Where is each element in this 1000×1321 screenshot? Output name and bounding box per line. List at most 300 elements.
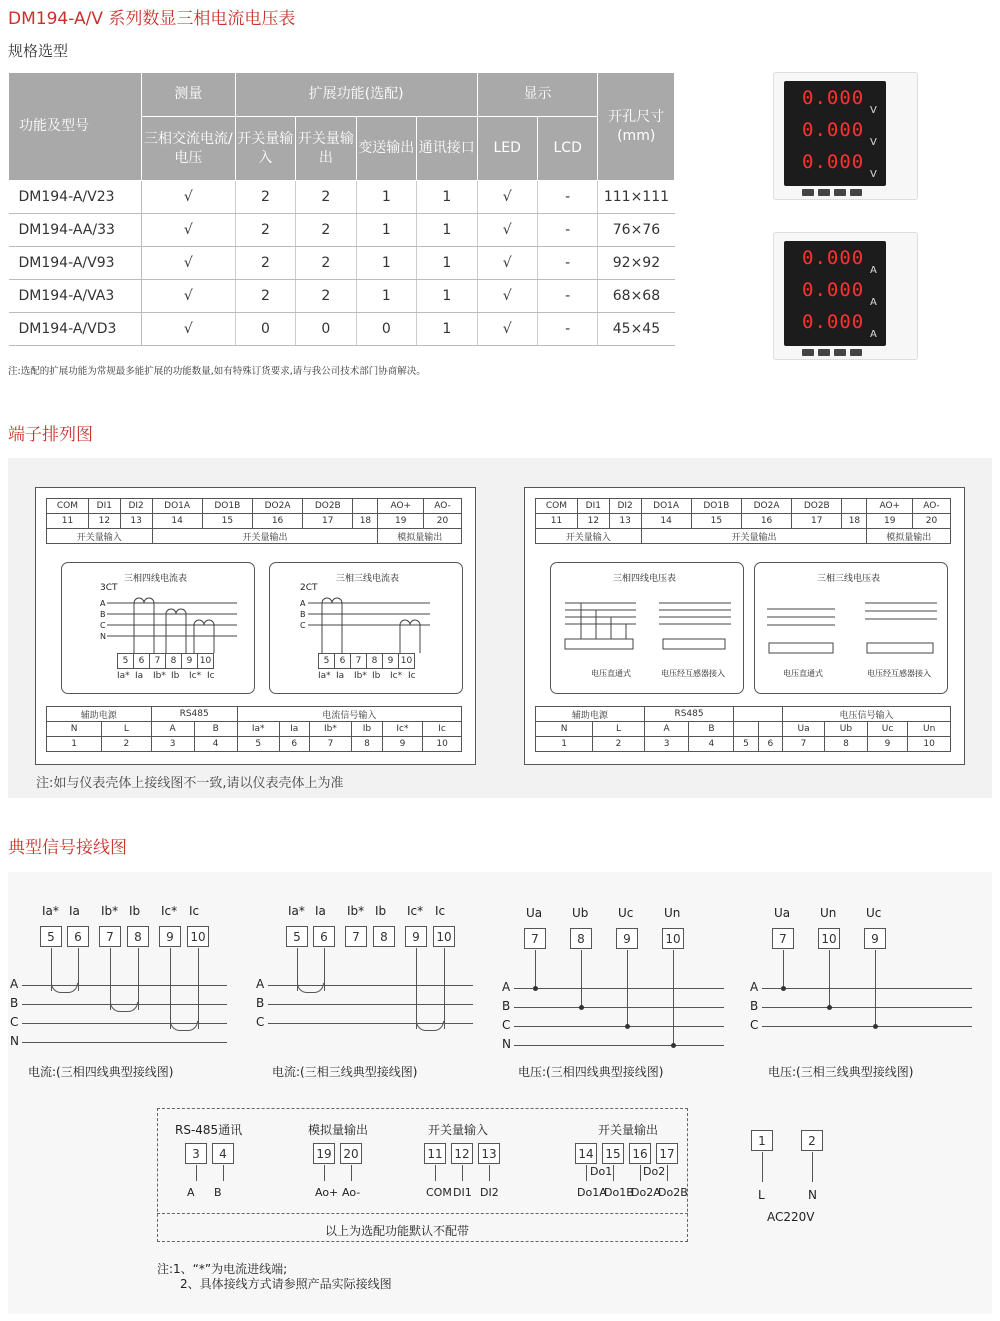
terminal-label: Ic (189, 904, 200, 918)
section-subtitle: 规格选型 (8, 42, 69, 60)
terminal: 7 (524, 928, 546, 949)
group-label: 模拟量输出 (378, 529, 462, 544)
terminal-label: Do2B (658, 1186, 688, 1199)
ct-terminals (318, 653, 415, 669)
terminal-label: Un (664, 906, 681, 920)
terminal: 9 (159, 926, 181, 947)
ct-terminal-label: Ic (207, 671, 215, 681)
bottom-terminal-table (46, 706, 462, 752)
phase-label: C (256, 1015, 265, 1029)
table-cell: √ (477, 280, 537, 313)
ct-wire (138, 948, 139, 1010)
voltage-wire (829, 950, 830, 1007)
terminal-label: Ua (526, 906, 543, 920)
terminal-cell: 18 (842, 514, 867, 529)
terminal-cell: 8 (825, 737, 868, 752)
voltage-wire (783, 950, 784, 988)
th-sub: 开关量输出 (296, 117, 356, 181)
phase-label: B (502, 999, 511, 1013)
terminal-label: Ib* (347, 904, 365, 918)
terminal-cell: 5 (734, 737, 758, 752)
terminal-label: Ib* (101, 904, 119, 918)
terminal-diagram-voltage (524, 487, 965, 765)
terminal-cell: DO2A (741, 499, 791, 514)
terminal-wire (196, 1165, 197, 1181)
terminal-label: Do2A (631, 1186, 661, 1199)
ct-terminal: 5 (118, 654, 134, 669)
meter-unit: A (870, 329, 877, 340)
table-cell: √ (477, 247, 537, 280)
th-sub: 变送输出 (356, 117, 416, 181)
diagram-3p3w-current (269, 562, 463, 694)
terminal-cell: AO+ (867, 499, 913, 514)
terminal-cell: DO2B (303, 499, 353, 514)
terminal-label: Ao+ (315, 1186, 339, 1199)
terminal-label: Ib (375, 904, 387, 918)
terminal-cell: DO2A (252, 499, 302, 514)
terminal-cell: A (151, 722, 194, 737)
terminal-wire (586, 1165, 587, 1181)
terminal: 5 (286, 926, 308, 947)
do-group-label: Do2 (643, 1165, 666, 1178)
terminal-label: Ib (129, 904, 141, 918)
meter-digits: 0.000 (802, 247, 865, 269)
terminal-label: Ia* (42, 904, 59, 918)
ct-terminal-label: Ia (135, 671, 144, 681)
meter-buttons (802, 349, 862, 356)
terminal-cell: 13 (120, 514, 152, 529)
th-display: 显示 (477, 73, 598, 117)
terminal-cell: AO+ (378, 499, 424, 514)
table-cell: DM194-A/VD3 (9, 313, 142, 346)
group-label: 开关量输出 (152, 529, 378, 544)
terminal-wire (324, 1165, 325, 1181)
terminal-label: Ic* (407, 904, 424, 918)
junction-dot (873, 1024, 878, 1029)
phase-line (514, 988, 724, 989)
diagram-3p3w-voltage (754, 562, 948, 694)
terminal-cell: Ia* (237, 722, 279, 737)
terminal: 8 (570, 928, 592, 949)
terminal-cell: 16 (252, 514, 302, 529)
group-label: RS485 (151, 707, 237, 722)
terminal-cell: 4 (689, 737, 734, 752)
terminal-cell: 4 (194, 737, 237, 752)
terminal-cell (353, 499, 378, 514)
terminal-cell: DI2 (120, 499, 152, 514)
ct-terminal: 10 (198, 654, 214, 669)
table-cell: - (537, 181, 597, 214)
terminal-cell: DO1B (691, 499, 741, 514)
terminal-cell: Uc (867, 722, 908, 737)
terminal-wire (435, 1165, 436, 1181)
terminal-label: DI2 (480, 1186, 499, 1199)
terminal-cell: 3 (151, 737, 194, 752)
table-cell: 1 (417, 181, 477, 214)
ct-terminals (117, 653, 214, 669)
phase-line (762, 1007, 972, 1008)
terminal-cell: Ib* (309, 722, 352, 737)
th-sub: 开关量输入 (235, 117, 295, 181)
group-label: 电流信号输入 (237, 707, 461, 722)
terminal-diagram-current (35, 487, 476, 765)
table-cell: 92×92 (598, 247, 675, 280)
voltage-wire (581, 950, 582, 1007)
terminal: 5 (40, 926, 62, 947)
voltage-wire (627, 950, 628, 1026)
terminal-cell: 8 (352, 737, 382, 752)
group-label: 模拟量输出 (867, 529, 951, 544)
terminal-cell: 1 (536, 737, 593, 752)
th-measure: 测量 (141, 73, 235, 117)
diagram-title: 三相四线电压表 (613, 574, 677, 584)
terminal-cell: 14 (152, 514, 202, 529)
terminal: 10 (433, 926, 455, 947)
terminal-cell: B (194, 722, 237, 737)
ct-terminal-label: Ic* (390, 671, 403, 681)
terminal-cell: DI2 (609, 499, 641, 514)
th-sub: LED (477, 117, 537, 181)
terminal: 17 (656, 1143, 678, 1164)
terminal-cell: L (102, 722, 151, 737)
table-cell: √ (477, 313, 537, 346)
terminal-cell: 17 (792, 514, 842, 529)
table-cell: 2 (296, 181, 356, 214)
terminal-section-title: 端子排列图 (8, 425, 93, 445)
ct-wire (444, 948, 445, 1029)
group-label: 开关量输入 (47, 529, 153, 544)
ct-terminal-label: Ic* (189, 671, 202, 681)
table-cell: 76×76 (598, 214, 675, 247)
table-cell: - (537, 313, 597, 346)
phase-label: C (750, 1018, 759, 1032)
terminal: 16 (629, 1143, 651, 1164)
ct-terminal: 9 (182, 654, 198, 669)
diagram-3p4w-voltage (550, 562, 744, 694)
terminal-label: Ua (774, 906, 791, 920)
meter-voltage (773, 72, 918, 200)
phase-line (762, 988, 972, 989)
terminal-cell: DI1 (577, 499, 609, 514)
phase-label: A (300, 599, 306, 608)
terminal-cell (734, 722, 758, 737)
phase-label: A (750, 980, 759, 994)
power-caption: AC220V (767, 1210, 815, 1224)
terminal-label: Ub (572, 906, 589, 920)
terminal-label: Ia* (288, 904, 305, 918)
optional-footer: 以上为选配功能默认不配带 (325, 1224, 470, 1238)
group-label: 电压信号输入 (782, 707, 950, 722)
terminal-label: Uc (866, 906, 882, 920)
terminal-cell: Ic (423, 722, 462, 737)
terminal-label: Ia (69, 904, 80, 918)
diagram-title: 三相三线电压表 (817, 574, 881, 584)
th-sub: LCD (537, 117, 597, 181)
terminal-cell: 20 (913, 514, 951, 529)
group-label: 辅助电源 (536, 707, 645, 722)
terminal-cell: Ub (825, 722, 868, 737)
terminal: 7 (772, 928, 794, 949)
diagram-caption: 电压经互感器接入 (661, 669, 725, 678)
terminal-cell: Ua (782, 722, 824, 737)
ct-wire (416, 948, 417, 1029)
terminal-note: 注:如与仪表壳体上接线图不一致,请以仪表壳体上为准 (36, 776, 344, 791)
terminal-cell: 11 (47, 514, 89, 529)
terminal-cell: 5 (237, 737, 279, 752)
spec-note: 注:选配的扩展功能为常规最多能扩展的功能数量,如有特殊订货要求,请与我公司技术部门协商解决。 (8, 366, 426, 377)
top-terminal-table (46, 498, 462, 544)
ct-wire (198, 948, 199, 1029)
ct-terminal: 8 (166, 654, 182, 669)
terminal: 9 (616, 928, 638, 949)
terminal: 8 (127, 926, 149, 947)
page-title: DM194-A/V 系列数显三相电流电压表 (8, 9, 296, 29)
ct-terminal-label: Ia* (117, 671, 130, 681)
phase-label: C (10, 1015, 19, 1029)
terminal-label: Do1A (577, 1186, 607, 1199)
terminal-cell: 17 (303, 514, 353, 529)
ct-terminal: 10 (399, 654, 415, 669)
ct-terminal: 6 (335, 654, 351, 669)
terminal-cell: L (593, 722, 644, 737)
phase-label: A (256, 977, 265, 991)
terminal-label: Ic (435, 904, 446, 918)
terminal-cell: B (689, 722, 734, 737)
terminal-cell: 16 (741, 514, 791, 529)
terminal: 20 (340, 1143, 362, 1164)
table-cell: √ (477, 181, 537, 214)
table-cell: 1 (417, 313, 477, 346)
junction-dot (781, 986, 786, 991)
rs485-title: RS-485通讯 (175, 1123, 243, 1137)
terminal-cell: 7 (782, 737, 824, 752)
junction-dot (579, 1005, 584, 1010)
phase-label: B (256, 996, 265, 1010)
group-label: 辅助电源 (47, 707, 152, 722)
voltage-wire (673, 950, 674, 1045)
spec-table (8, 72, 675, 346)
terminal: 7 (99, 926, 121, 947)
terminal-cell: 3 (644, 737, 689, 752)
terminal-wire (667, 1165, 668, 1181)
terminal-cell: N (536, 722, 593, 737)
terminal-cell: 6 (279, 737, 309, 752)
terminal-cell: 19 (867, 514, 913, 529)
table-cell: √ (141, 280, 235, 313)
terminal-wire (351, 1165, 352, 1181)
wiring-note: 注:1、“*”为电流进线端; (157, 1262, 288, 1276)
bottom-terminal-table (535, 706, 951, 752)
terminal: 10 (187, 926, 209, 947)
terminal: 11 (424, 1143, 446, 1164)
table-row (9, 214, 675, 247)
diagram-3p4w-current (61, 562, 255, 694)
terminal-cell: DO2B (792, 499, 842, 514)
junction-dot (533, 986, 538, 991)
wiring-caption: 电流:(三相四线典型接线图) (28, 1065, 174, 1079)
meter-digits: 0.000 (802, 311, 865, 333)
table-cell: 2 (235, 247, 295, 280)
terminal-cell: N (47, 722, 102, 737)
table-cell: 2 (296, 247, 356, 280)
meter-unit: A (870, 265, 877, 276)
table-cell: 2 (296, 214, 356, 247)
terminal-label: COM (426, 1186, 452, 1199)
table-cell: 0 (235, 313, 295, 346)
phase-label: B (300, 610, 306, 619)
do-group-label: Do1 (590, 1165, 613, 1178)
table-cell: 2 (296, 280, 356, 313)
terminal-cell: 9 (867, 737, 908, 752)
table-row (9, 313, 675, 346)
terminal: 15 (602, 1143, 624, 1164)
table-cell: DM194-AA/33 (9, 214, 142, 247)
phase-line (514, 1045, 724, 1046)
phase-line (762, 1026, 972, 1027)
table-cell: 68×68 (598, 280, 675, 313)
terminal-cell: AO- (424, 499, 462, 514)
phase-line (22, 1042, 227, 1043)
terminal: 13 (478, 1143, 500, 1164)
meter-unit: V (870, 105, 877, 116)
wiring-caption: 电压:(三相三线典型接线图) (768, 1065, 914, 1079)
th-sub: 三相交流电流/电压 (141, 117, 235, 181)
ct-terminal-label: Ic (408, 671, 416, 681)
terminal: 1 (751, 1130, 773, 1151)
meter-unit: A (870, 297, 877, 308)
th-sub: 通讯接口 (417, 117, 477, 181)
terminal-label: Un (820, 906, 837, 920)
terminal: 14 (575, 1143, 597, 1164)
terminal-wire (762, 1152, 763, 1182)
ct-label: 2CT (300, 583, 318, 593)
terminal-cell: 2 (102, 737, 151, 752)
phase-label: A (10, 977, 19, 991)
di-title: 开关量输入 (428, 1123, 489, 1137)
phase-label: C (300, 621, 306, 630)
terminal: 7 (345, 926, 367, 947)
phase-label: C (502, 1018, 511, 1032)
terminal-cell: DO1A (641, 499, 691, 514)
table-cell: - (537, 214, 597, 247)
group-label: RS485 (644, 707, 734, 722)
meter-unit: V (870, 137, 877, 148)
do-title: 开关量输出 (598, 1123, 659, 1137)
ct-terminal: 9 (383, 654, 399, 669)
ct-terminal-label: Ib (372, 671, 381, 681)
table-cell: 1 (356, 247, 416, 280)
terminal-cell: Ic* (382, 722, 422, 737)
terminal-cell: Ia (279, 722, 309, 737)
terminal-label: B (214, 1186, 222, 1199)
ct-terminal-label: Ib* (354, 671, 367, 681)
group-label: 开关量输入 (536, 529, 642, 544)
table-cell: √ (141, 313, 235, 346)
ct-terminal-label: Ia (336, 671, 345, 681)
phase-label: B (10, 996, 19, 1010)
terminal-cell: 19 (378, 514, 424, 529)
terminal: 4 (212, 1143, 234, 1164)
terminal-cell: 10 (423, 737, 462, 752)
table-cell: 45×45 (598, 313, 675, 346)
terminal-label: L (758, 1188, 765, 1202)
terminal-label: Ao- (342, 1186, 361, 1199)
terminal: 9 (405, 926, 427, 947)
table-cell: 2 (235, 214, 295, 247)
junction-dot (827, 1005, 832, 1010)
terminal: 3 (185, 1143, 207, 1164)
table-row (9, 280, 675, 313)
table-cell: - (537, 247, 597, 280)
terminal-wire (613, 1165, 614, 1181)
ct-label: 3CT (100, 583, 118, 593)
ct-wire (78, 948, 79, 991)
table-cell: 1 (356, 280, 416, 313)
terminal: 12 (451, 1143, 473, 1164)
ct-terminal: 8 (367, 654, 383, 669)
table-cell: 1 (356, 214, 416, 247)
terminal-cell: A (644, 722, 689, 737)
phase-label: N (10, 1034, 19, 1048)
table-cell: 1 (356, 181, 416, 214)
meter-digits: 0.000 (802, 151, 865, 173)
terminal-cell: COM (47, 499, 89, 514)
table-cell: 111×111 (598, 181, 675, 214)
table-cell: 0 (356, 313, 416, 346)
phase-line (514, 1026, 724, 1027)
wiring-caption: 电流:(三相三线典型接线图) (272, 1065, 418, 1079)
terminal-label: Do1B (604, 1186, 634, 1199)
meter-buttons (802, 189, 862, 196)
meter-current (773, 232, 918, 360)
phase-label: N (502, 1037, 511, 1051)
terminal-cell: 10 (908, 737, 951, 752)
table-cell: DM194-A/V23 (9, 181, 142, 214)
terminal-wire (812, 1152, 813, 1182)
table-cell: 2 (235, 181, 295, 214)
voltage-wire (875, 950, 876, 1026)
table-cell: 1 (417, 280, 477, 313)
table-row (9, 247, 675, 280)
table-cell: √ (477, 214, 537, 247)
phase-label: A (502, 980, 511, 994)
terminal-cell: Ib (352, 722, 382, 737)
wiring-caption: 电压:(三相四线典型接线图) (518, 1065, 664, 1079)
terminal: 19 (313, 1143, 335, 1164)
ct-terminal: 5 (319, 654, 335, 669)
ct-terminal: 7 (351, 654, 367, 669)
table-cell: DM194-A/VA3 (9, 280, 142, 313)
ct-terminal-label: Ib* (153, 671, 166, 681)
diagram-caption: 电压直通式 (783, 669, 823, 678)
terminal-label: DI1 (453, 1186, 472, 1199)
top-terminal-table (535, 498, 951, 544)
terminal-cell: 20 (424, 514, 462, 529)
phase-label: B (750, 999, 759, 1013)
terminal-cell: 15 (691, 514, 741, 529)
table-cell: DM194-A/V93 (9, 247, 142, 280)
group-label: 开关量输出 (641, 529, 867, 544)
terminal-label: Ic* (161, 904, 178, 918)
voltage-wire (535, 950, 536, 988)
ct-terminal-label: Ia* (318, 671, 331, 681)
terminal-cell: 9 (382, 737, 422, 752)
table-cell: √ (141, 247, 235, 280)
terminal-cell: 2 (593, 737, 644, 752)
phase-line (514, 1007, 724, 1008)
meter-digits: 0.000 (802, 119, 865, 141)
phase-label: C (100, 621, 106, 630)
